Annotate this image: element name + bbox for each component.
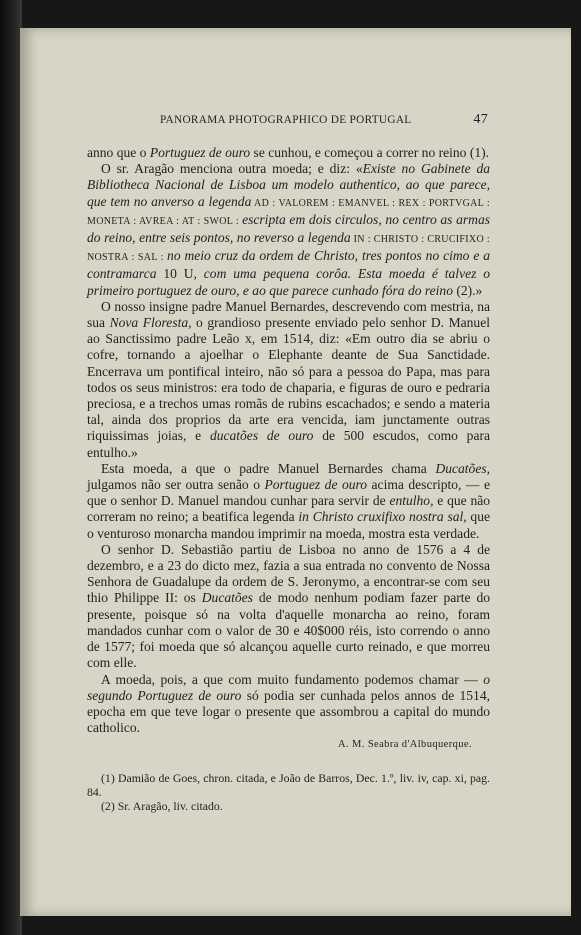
running-title: PANORAMA PHOTOGRAPHICO DE PORTUGAL: [160, 114, 412, 126]
text-run: A moeda, pois, a que com muito fundamento podemos chamar —: [101, 671, 484, 687]
author-signature: A. M. Seabra d'Albuquerque.: [338, 739, 472, 751]
text-run: o grandioso presente enviado pelo senhor D. Manuel ao Sanctissimo padre Leão x, em 1514, diz: «Em outro dia se abriu o cofre, tornando a ajoelhar o Elephante deante de Sua Sanctidade. Encerrava um pontifical inteiro, não só para a pessoa do Papa, mas para todos os seus ministros: era todo de chaparia, e figuras de ouro e pedraria preciosa, e a trechos umas romãs de rubins escachados; e sendo a materia tal, ainda dos proprios da arte era vencida, iam junctamente outras riquissimas joias, e: [87, 315, 490, 444]
italic-run: Ducatões: [201, 590, 253, 606]
italic-run: escripta em dois circulos, no centro as armas do reino, entre seis pontos, no reverso a legenda: [87, 211, 491, 246]
text-run: (2).»: [452, 282, 483, 298]
italic-run: Existe no Gabinete da Bibliotheca Nacional de Lisboa um modelo authentico, ao que parece, que tem no anverso a legenda: [87, 161, 490, 209]
italic-run: Portuguez de ouro: [149, 145, 251, 160]
legend-text: IN : CHRISTO : CRUCIFIXO : NOSTRA : SAL :: [87, 234, 490, 264]
body-text: [87, 145, 490, 813]
text-run: de modo nenhum podiam fazer parte do presente, poisque só na volta d'aquelle monarcha ao reino, foram mandados cunhar com o valor de 30 e 40$000 réis, isto correndo o anno de 1577; foi moeda que só alcançou aquelle curto reinado, e que morreu com elle.: [87, 590, 490, 671]
italic-run: o segundo Portuguez de ouro: [87, 671, 490, 703]
text-run: anno que o: [87, 145, 150, 160]
italic-run: com uma pequena corôa. Esta moeda é talvez o primeiro portuguez de ouro, e ao que parece cunhado fóra do reino: [87, 266, 490, 298]
text-run: se cunhou, e começou a correr no reino (1).: [250, 145, 490, 160]
italic-run: in Christo cruxifixo nostra sal,: [298, 509, 467, 525]
paragraph-5: [87, 542, 490, 672]
running-header: [87, 112, 490, 130]
footnotes: [87, 771, 490, 813]
text-run: acima descripto, — e que o senhor D. Manuel mandou cunhar para servir de: [87, 477, 490, 509]
legend-text: AD : VALOREM : EMANVEL : REX : PORTVGAL : MONETA : AVREA : AT : SWOL :: [87, 197, 490, 227]
text-run: que o venturoso monarcha mandou imprimir na moeda, mostra esta verdade.: [87, 509, 490, 541]
paragraph-3: [87, 299, 490, 461]
footnote-2: (2) Sr. Aragão, liv. citado.: [101, 799, 223, 814]
italic-run: Portuguez de ouro: [264, 477, 368, 493]
text-run: O sr. Aragão menciona outra moeda; e diz: «: [101, 161, 363, 177]
paragraph-1: [87, 145, 490, 161]
book-spine-shadow: [0, 0, 22, 935]
italic-run: Nova Floresta,: [109, 315, 192, 331]
text-run: julgamos não ser outra senão o: [87, 477, 265, 493]
text-run: de 500 escudos, como para entulho.»: [87, 428, 490, 460]
italic-run: no meio cruz da ordem de Christo, tres pontos no cimo e a contramarca: [87, 248, 491, 282]
page-number: 47: [473, 112, 488, 127]
text-run: só podia ser cunhada pelos annos de 1514, epocha em que teve logar o presente que assombrou a capital do mundo catholico.: [87, 687, 490, 736]
text-run: e que não correram no reino; a beatifica legenda: [87, 493, 490, 525]
paragraph-4: [87, 461, 490, 542]
italic-run: ducatões de ouro: [209, 428, 314, 444]
footnote-1: (1) Damião de Goes, chron. citada, e João de Barros, Dec. 1.º, liv. iv, cap. xi, pag. 84.: [87, 771, 490, 800]
italic-run: Ducatões,: [435, 460, 490, 476]
text-run: O nosso insigne padre Manuel Bernardes, descrevendo com mestria, na sua: [87, 298, 490, 331]
text-run: O senhor D. Sebastião partiu de Lisboa no anno de 1576 a 4 de dezembro, e a 23 do dicto mez, fazia a sua entrada no convento de Nossa Senhora de Guadalupe da ordem de S. Jeronymo, a encontrar-se com seu thio Philippe II: os: [87, 541, 490, 606]
text-run: Esta moeda, a que o padre Manuel Bernardes chama: [101, 460, 436, 476]
text-run: 10 U,: [156, 266, 204, 282]
italic-run: entulho,: [389, 493, 434, 509]
paragraph-2: [87, 161, 490, 299]
paragraph-6: [87, 672, 490, 737]
